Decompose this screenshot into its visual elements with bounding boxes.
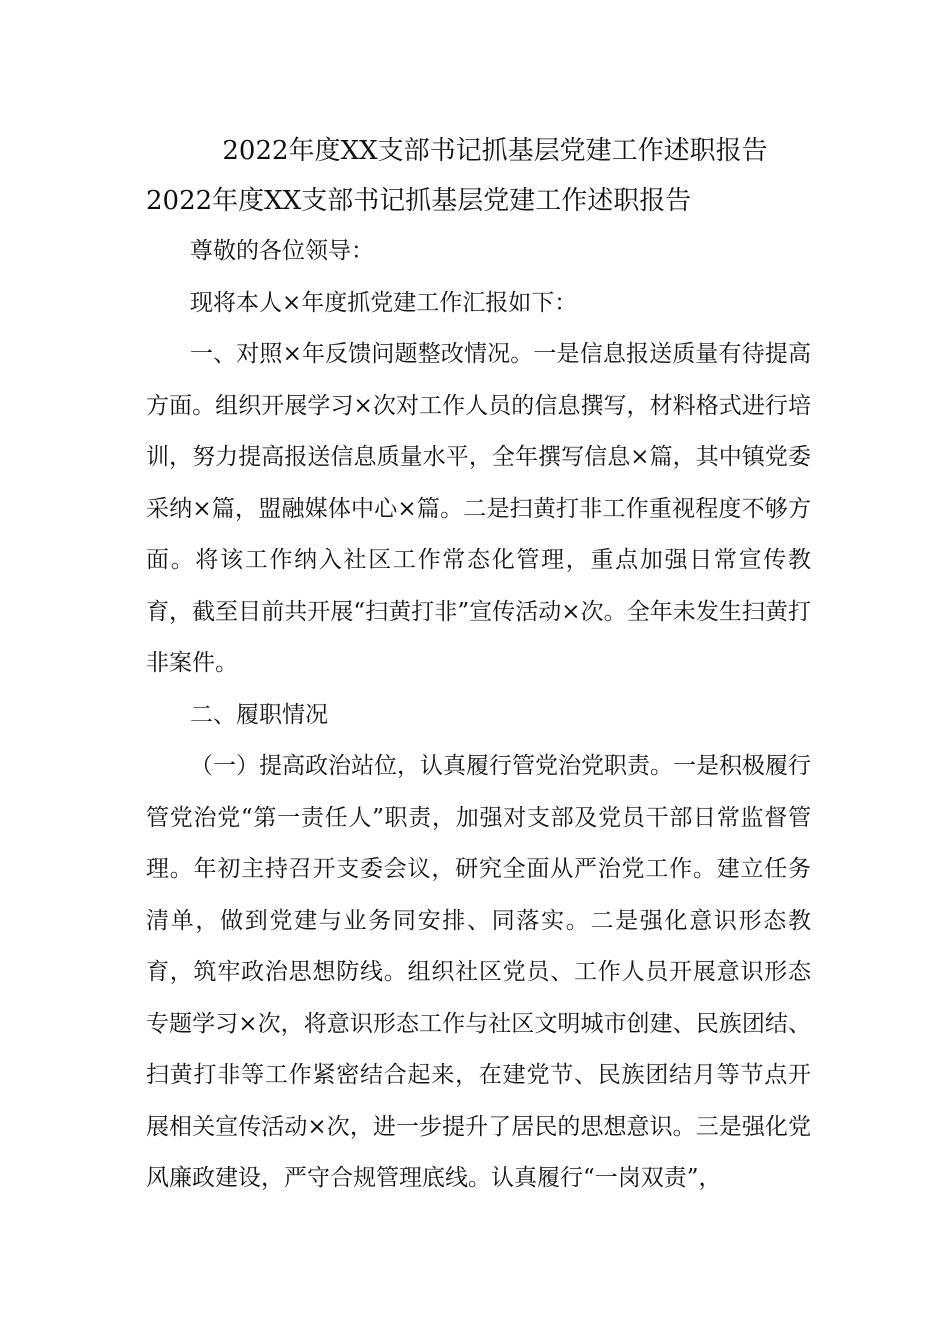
paragraph: 一、对照×年反馈问题整改情况。一是信息报送质量有待提高方面。组织开展学习×次对工作人员的信息撰写，材料格式进行培训，努力提高报送信息质量水平，全年撰写信息×篇，其中镇党委采纳×篇，盟融媒体中心×篇。二是扫黄打非工作重视程度不够方面。将该工作纳入社区工作常态化管理，重点加强日常宣传教育，截至目前共开展“扫黄打非”宣传活动×次。全年未发生扫黄打非案件。 (146, 341, 811, 676)
paragraph: （一）提高政治站位，认真履行管党治党职责。一是积极履行管党治党“第一责任人”职责，加强对支部及党员干部日常监督管理。年初主持召开支委会议，研究全面从严治党工作。建立任务清单，做到党建与业务同安排、同落实。二是强化意识形态教育，筑牢政治思想防线。组织社区党员、工作人员开展意识形态专题学习×次，将意识形态工作与社区文明城市创建、民族团结、扫黄打非等工作紧密结合起来，在建党节、民族团结月等节点开展相关宣传活动×次，进一步提升了居民的思想意识。三是强化党风廉政建设，严守合规管理底线。认真履行“一岗双责”， (146, 753, 811, 1191)
document-title: 2022年度XX支部书记抓基层党建工作述职报告 (222, 136, 768, 166)
document-body (146, 226, 811, 1205)
paragraph: 二、履职情况 (190, 701, 328, 728)
paragraph: 现将本人×年度抓党建工作汇报如下： (190, 289, 578, 316)
document-subtitle: 2022年度XX支部书记抓基层党建工作述职报告 (146, 186, 692, 216)
salutation: 尊敬的各位领导： (190, 238, 374, 264)
